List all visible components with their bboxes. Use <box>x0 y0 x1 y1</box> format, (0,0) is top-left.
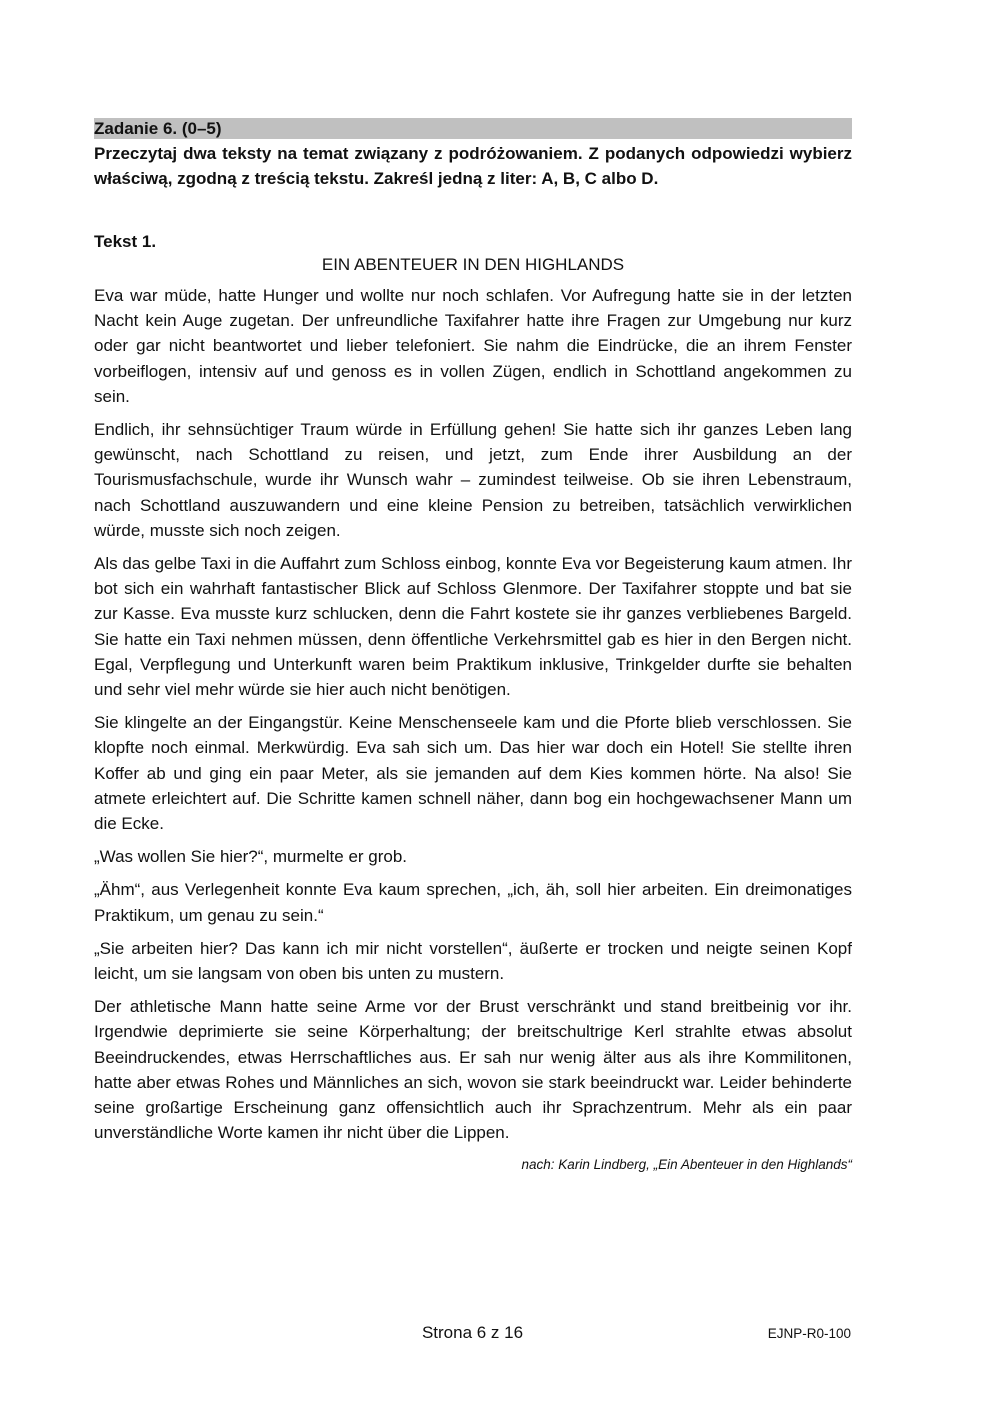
text-label: Tekst 1. <box>94 232 157 251</box>
paragraph-1: Eva war müde, hatte Hunger und wollte nur noch schlafen. Vor Aufregung hatte sie in der letzten Nacht kein Auge zugetan. Der unfreundliche Taxifahrer hatte ihre Fragen zur Umgebung nur kurz oder gar nicht beantwortet und lieber telefoniert. Sie nahm die Eindrücke, die an ihrem Fenster vorbeiflogen, intensiv auf und genoss es in vollen Zügen, endlich in Schottland angekommen zu sein. <box>94 286 852 406</box>
page-content <box>94 118 852 1174</box>
exam-code: EJNP-R0-100 <box>767 1326 851 1341</box>
task-instruction: Przeczytaj dwa teksty na temat związany z podróżowaniem. Z podanych odpowiedzi wybierz właściwą, zgodną z treścią tekstu. Zakreśl jedną z liter: A, B, C albo D. <box>94 144 852 188</box>
paragraph-6: „Ähm“, aus Verlegenheit konnte Eva kaum sprechen, „ich, äh, soll hier arbeiten. Ein dreimonatiges Praktikum, um genau zu sein.“ <box>94 880 852 925</box>
source-citation: nach: Karin Lindberg, „Ein Abenteuer in den Highlands“ <box>521 1156 852 1172</box>
paragraph-2: Endlich, ihr sehnsüchtiger Traum würde in Erfüllung gehen! Sie hatte sich ihr ganzes Leben lang gewünscht, nach Schottland zu reisen, und jetzt, zum Ende ihrer Ausbildung an der Tourismusfachschule, wurde ihr Wunsch wahr – zumindest teilweise. Ob sie ihren Lebenstraum, nach Schottland auszuwandern und eine kleine Pension zu betreiben, tatsächlich verwirklichen würde, musste sich noch zeigen. <box>94 420 852 540</box>
paragraph-7: „Sie arbeiten hier? Das kann ich mir nicht vorstellen“, äußerte er trocken und neigte seinen Kopf leicht, um sie langsam von oben bis unten zu mustern. <box>94 938 852 984</box>
text-body <box>94 283 852 1146</box>
page-number: Strona 6 z 16 <box>421 1323 524 1342</box>
text-title: EIN ABENTEUER IN DEN HIGHLANDS <box>321 255 625 274</box>
paragraph-8: Der athletische Mann hatte seine Arme vor der Brust verschränkt und stand breitbeinig vor ihr. Irgendwie deprimierte sie seine Körperhaltung; der breitschultrige Kerl strahlte etwas absolut Beeindruckendes, etwas Herrschaftliches aus. Er sah nur wenig älter aus als ihre Kommilitonen, hatte aber etwas Rohes und Männliches an sich, wovon sie stark beeindruckt war. Leider behinderte seine großartige Erscheinung ganz offensichtlich auch ihr Sprachzentrum. Mehr als ein paar unverständliche Worte kamen ihr nicht über die Lippen. <box>94 997 852 1143</box>
paragraph-5: „Was wollen Sie hier?“, murmelte er grob. <box>94 847 408 867</box>
paragraph-3: Als das gelbe Taxi in die Auffahrt zum Schloss einbog, konnte Eva vor Begeisterung kaum atmen. Ihr bot sich ein wahrhaft fantastischer Blick auf Schloss Glenmore. Der Taxifahrer stoppte und bat sie zur Kasse. Eva musste kurz schlucken, denn die Fahrt kostete sie ihr ganzes verbliebenes Bargeld. Sie hatte ein Taxi nehmen müssen, denn öffentliche Verkehrsmittel gab es hier in den Bergen nicht. Egal, Verpflegung und Unterkunft waren beim Praktikum inklusive, Trinkgelder durfte sie behalten und sehr viel mehr würde sie hier auch nicht benötigen. <box>94 554 852 700</box>
task-header: Zadanie 6. (0–5) <box>94 118 852 139</box>
paragraph-4: Sie klingelte an der Eingangstür. Keine Menschenseele kam und die Pforte blieb verschlossen. Sie klopfte noch einmal. Merkwürdig. Eva sah sich um. Das hier war doch ein Hotel! Sie stellte ihren Koffer ab und ging ein paar Meter, als sie jemanden auf dem Kies kommen hörte. Na also! Sie atmete erleichtert auf. Die Schritte kamen schnell näher, dann bog ein hochgewachsener Mann um die Ecke. <box>94 713 852 834</box>
